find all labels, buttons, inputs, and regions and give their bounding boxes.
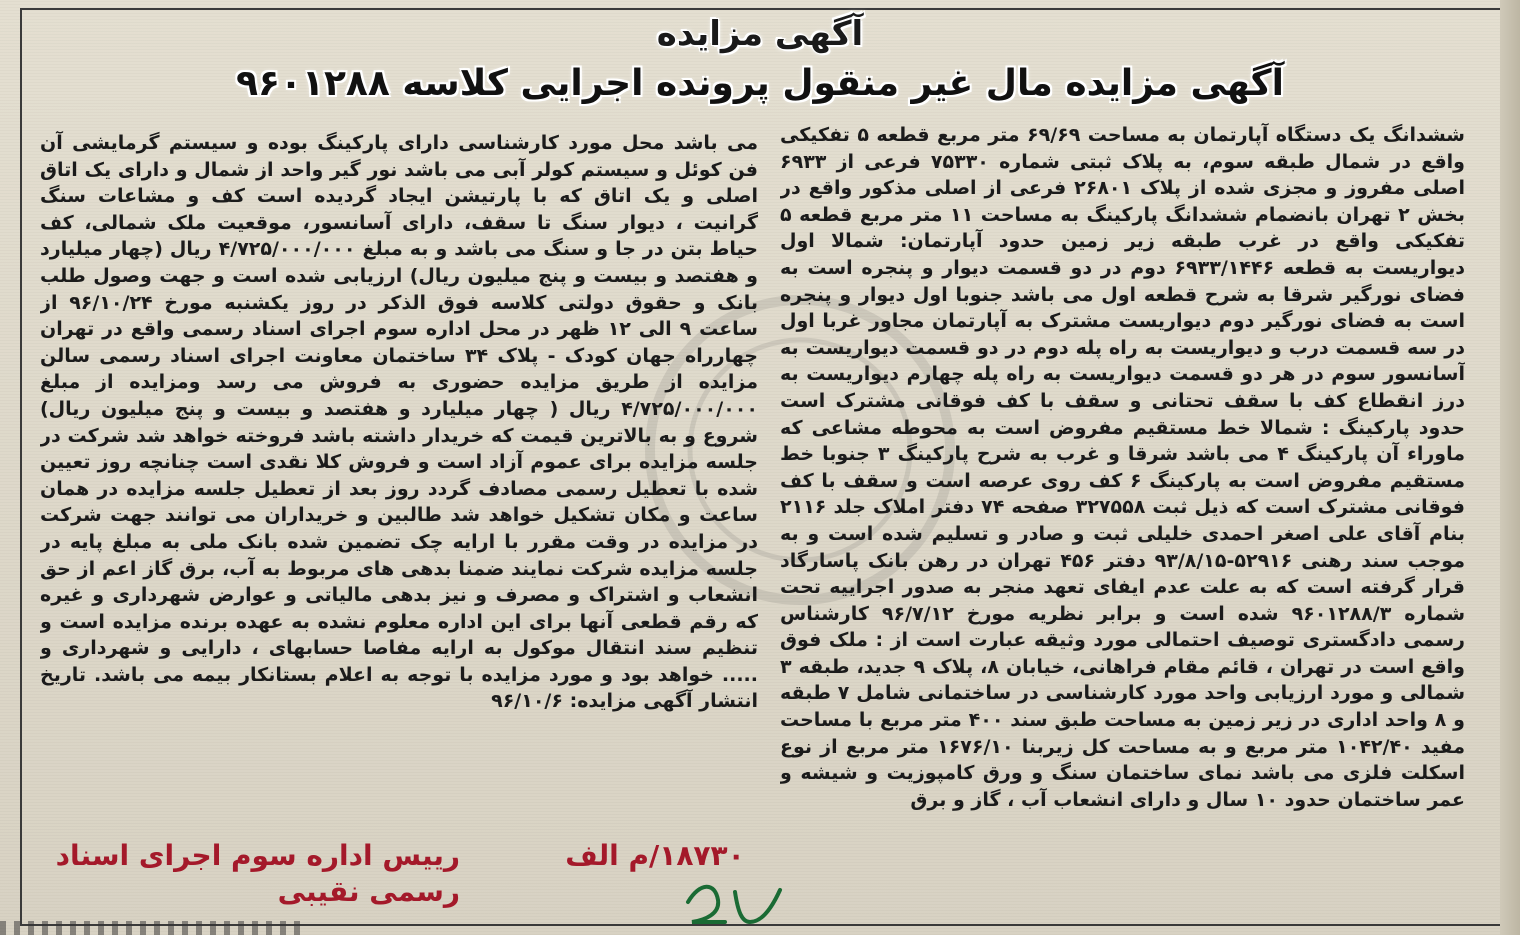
notice-heading: آگهی مزایده [656,14,864,54]
reference-number: ۱۸۷۳۰/م الف [565,839,745,872]
signer-title: رییس اداره سوم اجرای اسناد رسمی نقیبی [55,839,460,908]
handwritten-page-number [680,872,790,932]
page-edge [1500,0,1520,935]
notice-column-right: ششدانگ یک دستگاه آپارتمان به مساحت ۶۹/۶۹ متر مربع قطعه ۵ تفکیکی واقع در شمال طبقه سوم، به پلاک ثبتی شماره ۷۵۳۳۰ فرعی از ۶۹۳۳ اصلی مفروز و مجزی شده از پلاک ۲۶۸۰۱ فرعی از اصلی مذکور واقع در بخش ۲ تهران بانضمام ششدانگ پارکینگ به مساحت ۱۱ متر مربع قطعه ۵ تفکیکی واقع در غرب طبقه زیر زمین حدود آپارتمان: شمالا اول دیواریست به قطعه ۶۹۳۳/۱۴۴۶ دوم در دو قسمت دیوار و پنجره است به فضای نورگیر شرقا به شرح قطعه اول می باشد جنوبا اول دیوار و پنجره است به فضای نورگیر دوم دیواریست مشترک به آپارتمان مجاور غربا اول در سه قسمت درب و دیواریست به راه پله دوم در دو قسمت دیواریست به آسانسور سوم در هر دو قسمت دیواریست به راه پله چهارم دیواریست به درز انقطاع کف با سقف تحتانی و سقف با کف فوقانی مشترک است حدود پارکینگ : شمالا خط مستقیم مفروض است به محوطه مشاعی که ماوراء آن پارکینگ ۴ می باشد شرقا و غرب به شرح پارکینگ ۳ جنوبا خط مستقیم مفروض است به پارکینگ ۶ کف روی عرصه است و سقف با کف فوقانی مشترک است که ذیل ثبت ۳۲۷۵۵۸ صفحه ۷۴ دفتر املاک جلد ۲۱۱۶ بنام آقای علی اصغر احمدی خلیلی ثبت و صادر و تسلیم شده است و به موجب سند رهنی ۵۲۹۱۶-۹۳/۸/۱۵ دفتر ۴۵۶ تهران در رهن بانک پاسارگاد قرار گرفته است که به علت عدم ایفای تعهد منجر به صدور اجراییه تحت شماره ۹۶۰۱۲۸۸/۳ شده است و برابر نظریه مورخ ۹۶/۷/۱۲ کارشناس رسمی دادگستری توصیف احتمالی مورد وثیقه عبارت است از : ملک فوق واقع است در تهران ، قائم مقام فراهانی، خیابان ۸، پلاک ۹ جدید، طبقه ۳ شمالی و مورد ارزیابی واحد مورد کارشناسی در ساختمانی شامل ۷ طبقه و ۸ واحد اداری در زیر زمین به مساحت طبق سند ۴۰۰ متر مربع با مساحت مفید ۱۰۴۲/۴۰ متر مربع و به مساحت کل زیربنا ۱۶۷۶/۱۰ متر مربع از نوع اسکلت فلزی می باشد نمای ساختمان سنگ و ورق کامپوزیت و شیشه و عمر ساختمان حدود ۱۰ سال و دارای انشعاب آب ، گاز و برق [780,124,1465,811]
notice-column-left: می باشد محل مورد کارشناسی دارای پارکینگ بوده و سیستم گرمایشی آن فن کوئل و سیستم کولر آبی می باشد نور گیر واحد از شمال و دارای یک اتاق اصلی و یک اتاق که با پارتیشن ایجاد گردیده است کف و مشاعات سنگ گرانیت ، دیوار سنگ تا سقف، دارای آسانسور، موقعیت ملک شمالی، کف حیاط بتن در جا و سنگ می باشد و به مبلغ ۴/۷۲۵/۰۰۰/۰۰۰ ریال (چهار میلیارد و هفتصد و بیست و پنج میلیون ریال) ارزیابی شده است و جهت وصول طلب بانک و حقوق دولتی کلاسه فوق الذکر در روز یکشنبه مورخ ۹۶/۱۰/۲۴ از ساعت ۹ الی ۱۲ ظهر در محل اداره سوم اجرای اسناد رسمی واقع در تهران چهارراه جهان کودک - پلاک ۳۴ ساختمان معاونت اجرای اسناد رسمی سالن مزایده از طریق مزایده حضوری به فروش می رسد ومزایده از مبلغ ۴/۷۲۵/۰۰۰/۰۰۰ ریال ( چهار میلیارد و هفتصد و بیست و پنج میلیون ریال) شروع و به بالاترین قیمت که خریدار داشته باشد فروخته خواهد شد شرکت در جلسه مزایده برای عموم آزاد است و فروش کلا نقدی است چنانچه روز تعیین شده با تعطیل رسمی مصادف گردد روز بعد از تعطیل جلسه مزایده در همان ساعت و مکان تشکیل خواهد شد طالبین و خریداران می توانند جهت شرکت در مزایده در وقت مقرر با ارایه چک تضمین شده بانک ملی به مبلغ پایه در جلسه مزایده شرکت نمایند ضمنا بدهی های مربوط به آب، برق گاز اعم از حق انشعاب و اشتراک و مصرف و نیز بدهی مالیاتی و عوارض شهرداری و غیره که رقم قطعی آنها برای این اداره معلوم نشده به عهده برنده مزایده است و تنظیم سند انتقال موکول به ارایه مفاصا حسابهای ، دارایی و شهرداری و ..... خواهد بود و مورد مزایده با توجه به اعلام بستانکار بیمه می باشد. تاریخ انتشار آگهی مزایده: ۹۶/۱۰/۶ [40,132,758,713]
notice-title: آگهی مزایده مال غیر منقول پرونده اجرایی کلاسه ۹۶۰۱۲۸۸ [236,63,1284,104]
bottom-print-strip [0,921,300,935]
